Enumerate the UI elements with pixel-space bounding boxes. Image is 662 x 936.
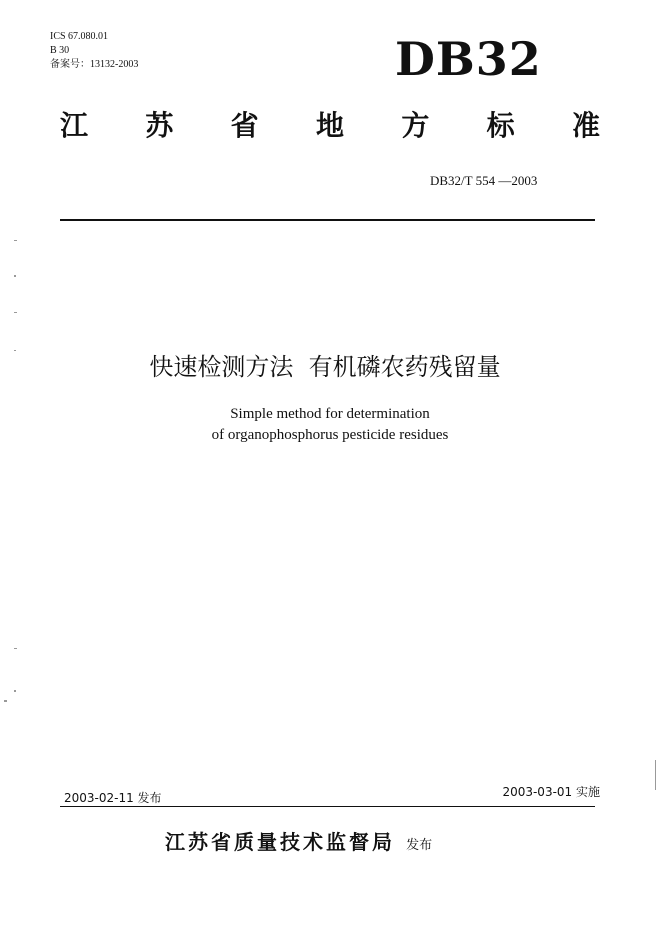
classification-block (50, 30, 138, 72)
filing-number: 备案号：13132-2003 (50, 59, 139, 70)
category-code: B 30 (50, 45, 70, 56)
title-char: 苏 (145, 109, 174, 142)
scan-artifact (14, 350, 16, 351)
scan-artifact (4, 700, 7, 702)
scan-artifact (14, 275, 16, 277)
bottom-divider (60, 806, 595, 807)
implementation-date: 2003-03-01 实施 (502, 785, 600, 799)
ics-code: ICS 67.080.01 (50, 31, 109, 42)
scan-artifact (14, 312, 17, 313)
english-title-line: Simple method for determination (230, 406, 430, 422)
scan-artifact (14, 690, 16, 692)
title-char: 江 (60, 109, 89, 142)
title-char: 省 (230, 109, 259, 142)
standard-number: DB32/T 554 —2003 (430, 173, 538, 188)
document-title-english (60, 404, 600, 446)
document-title-chinese: 快速检测方法 有机磷农药残留量 (149, 353, 501, 381)
db32-logo: DB32 (395, 32, 542, 86)
publisher-suffix: 发布 (406, 838, 433, 853)
title-char: 地 (315, 109, 344, 142)
scan-artifact (655, 760, 656, 790)
title-char: 方 (401, 109, 430, 142)
publisher-line (165, 826, 432, 855)
title-char: 准 (571, 109, 600, 142)
publisher-name: 江苏省质量技术监督局 (165, 830, 395, 854)
title-char: 标 (486, 109, 515, 142)
top-divider (60, 219, 595, 221)
scan-artifact (14, 240, 17, 241)
issue-date: 2003-02-11 发布 (64, 791, 162, 805)
english-title-line: of organophosphorus pesticide residues (211, 427, 449, 443)
scan-artifact (14, 648, 17, 649)
standard-type-title (60, 109, 600, 142)
